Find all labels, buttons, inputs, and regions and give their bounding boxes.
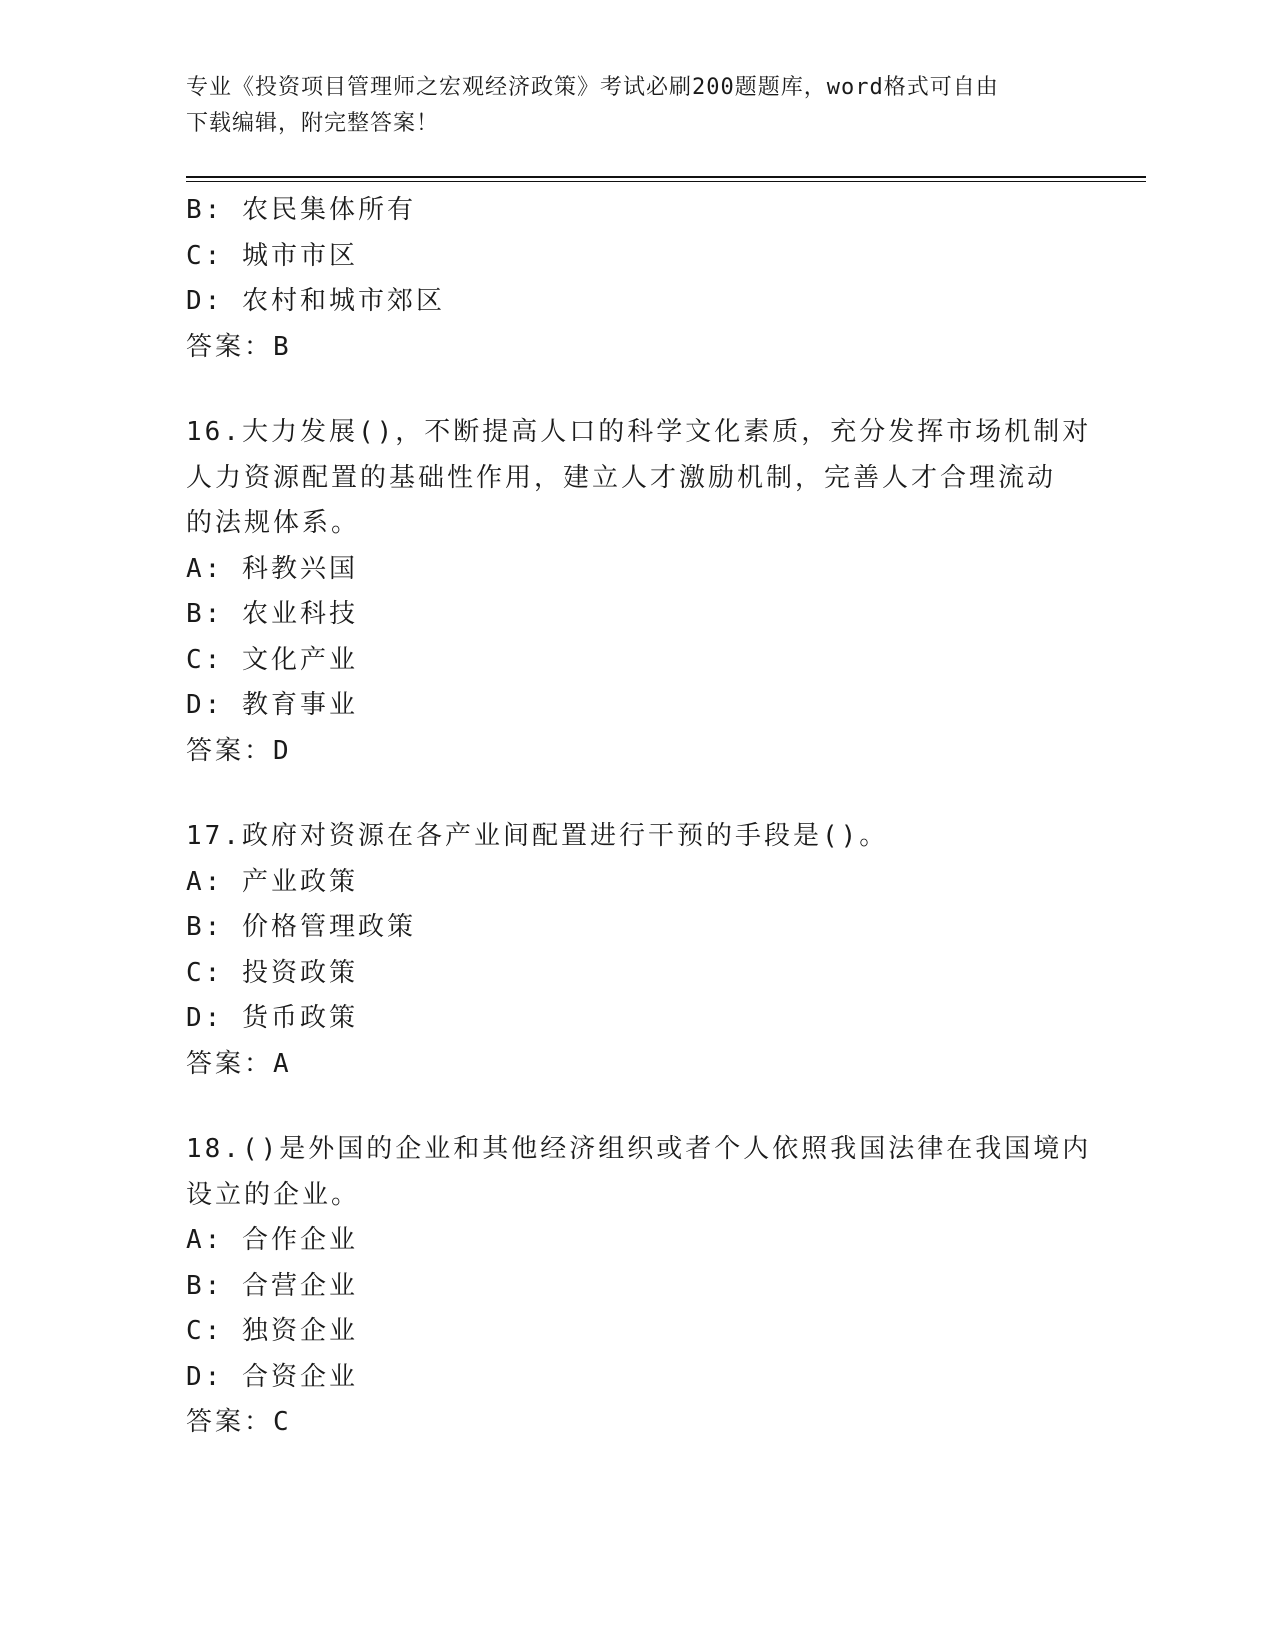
document-header <box>186 70 1066 142</box>
option-a: A: 科教兴国 <box>186 553 358 584</box>
option-d: D: 农村和城市郊区 <box>186 286 445 316</box>
option-d: D: 货币政策 <box>186 1003 358 1033</box>
option-a: A: 合作企业 <box>186 1225 358 1255</box>
question-stem-line: 设立的企业。 <box>186 1179 361 1210</box>
option-a: A: 产业政策 <box>186 866 358 897</box>
question-stem-line: 17.政府对资源在各产业间配置进行干预的手段是()。 <box>186 821 889 851</box>
question-stem-line: 的法规体系。 <box>186 508 361 538</box>
option-c: C: 文化产业 <box>186 644 358 675</box>
header-line-1: 专业《投资项目管理师之宏观经济政策》考试必刷200题题库，word格式可自由 <box>186 75 999 100</box>
option-d: D: 合资企业 <box>186 1361 358 1392</box>
option-b: B: 合营企业 <box>186 1270 358 1301</box>
option-b: B: 农业科技 <box>186 599 358 629</box>
question-17 <box>186 814 1086 1087</box>
option-c: C: 独资企业 <box>186 1316 358 1346</box>
question-18 <box>186 1127 1092 1446</box>
answer: 答案：A <box>186 1048 292 1079</box>
question-list <box>186 188 1092 1446</box>
question-stem-line: 18.()是外国的企业和其他经济组织或者个人依照我国法律在我国境内 <box>186 1134 1092 1164</box>
question-stem-line: 16.大力发展()，不断提高人口的科学文化素质，充分发挥市场机制对 <box>186 417 1092 447</box>
question-16 <box>186 410 1092 774</box>
answer: 答案：C <box>186 1407 292 1437</box>
option-b: B: 价格管理政策 <box>186 912 416 942</box>
header-divider-thin <box>186 181 1146 182</box>
header-divider-thick <box>186 176 1146 178</box>
question-stem-line: 人力资源配置的基础性作用，建立人才激励机制，完善人才合理流动 <box>186 462 1057 493</box>
answer: 答案：D <box>186 735 292 766</box>
answer: 答案：B <box>186 331 292 362</box>
option-c: C: 投资政策 <box>186 957 358 988</box>
option-c: C: 城市市区 <box>186 240 358 271</box>
option-b: B: 农民集体所有 <box>186 195 416 225</box>
question-15-continued <box>186 188 1086 370</box>
option-d: D: 教育事业 <box>186 690 358 720</box>
header-line-2: 下载编辑，附完整答案！ <box>186 111 440 136</box>
